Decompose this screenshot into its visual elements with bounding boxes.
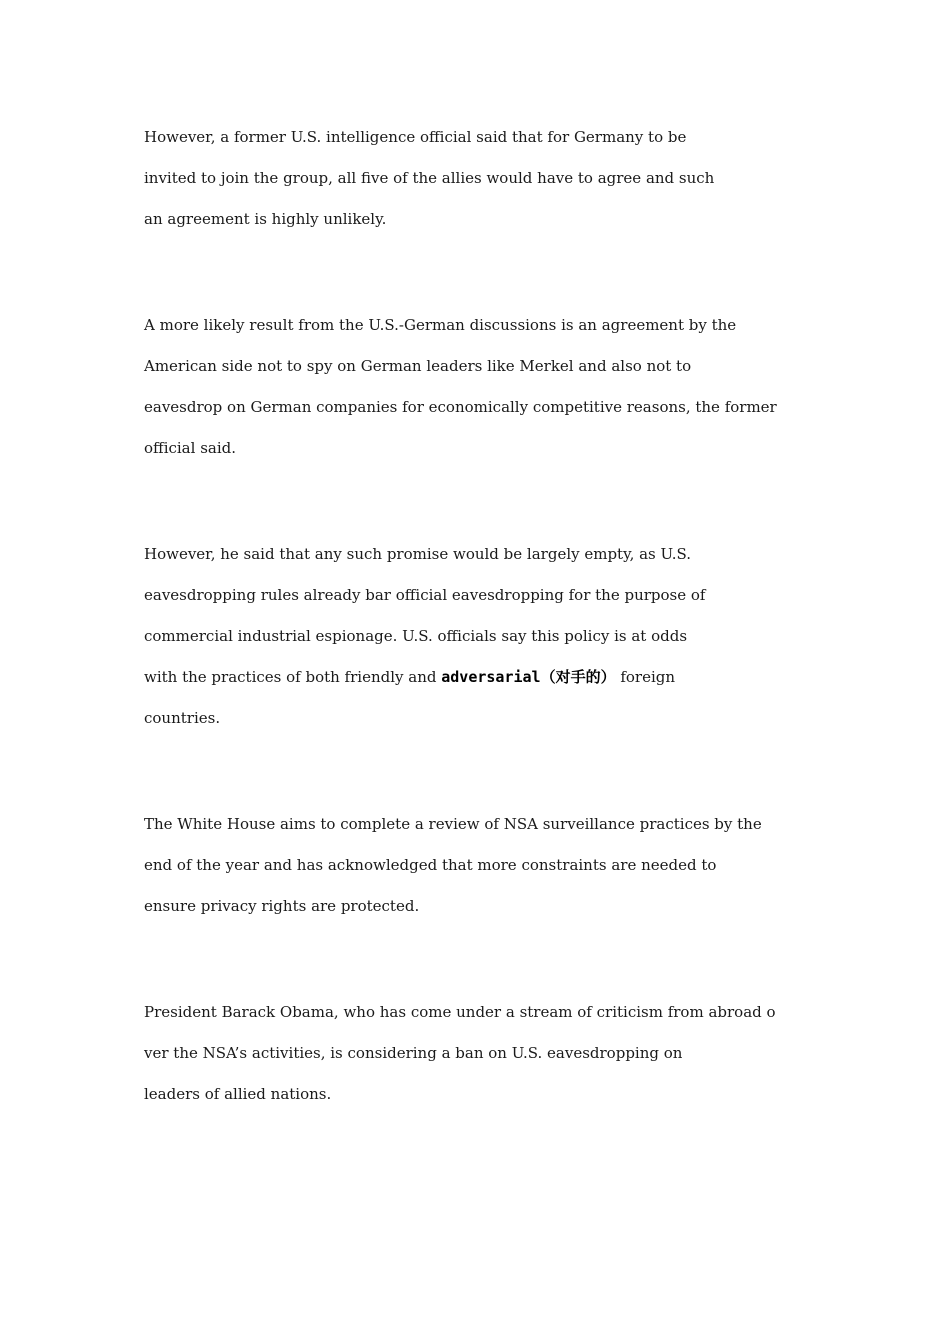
paragraph-2-line-2: American side not to spy on German leaders like Merkel and also not to: [144, 357, 692, 375]
paragraph-5-line-2: ver the NSA’s activities, is considering a ban on U.S. eavesdropping on: [144, 1044, 683, 1062]
paragraph-2-line-4: official said.: [144, 439, 236, 457]
paragraph-1-line-3: an agreement is highly unlikely.: [144, 210, 387, 228]
paragraph-3-line-2: eavesdropping rules already bar official eavesdropping for the purpose of: [144, 586, 706, 604]
paragraph-1-line-2: invited to join the group, all five of the allies would have to agree and such: [144, 169, 715, 187]
paragraph-4-line-3: ensure privacy rights are protected.: [144, 897, 420, 915]
paragraph-3-line-1: However, he said that any such promise would be largely empty, as U.S.: [144, 545, 692, 563]
paragraph-5-line-3: leaders of allied nations.: [144, 1085, 332, 1103]
paragraph-3-line-3: commercial industrial espionage. U.S. officials say this policy is at odds: [144, 627, 688, 645]
paragraph-4-line-2: end of the year and has acknowledged that more constraints are needed to: [144, 856, 717, 874]
paragraph-3-line-4: [144, 668, 675, 686]
paragraph-3-line-4-before: with the practices of both friendly and: [144, 668, 442, 686]
paragraph-3-line-5: countries.: [144, 709, 221, 727]
paragraph-4-line-1: The White House aims to complete a review of NSA surveillance practices by the: [144, 815, 762, 833]
glossary-term: adversarial（对手的）: [441, 668, 616, 686]
paragraph-2-line-1: A more likely result from the U.S.-German discussions is an agreement by the: [144, 316, 737, 334]
paragraph-3-line-4-after: foreign: [615, 668, 676, 686]
paragraph-2-line-3: eavesdrop on German companies for economically competitive reasons, the former: [144, 398, 777, 416]
paragraph-1-line-1: However, a former U.S. intelligence official said that for Germany to be: [144, 128, 687, 146]
paragraph-5-line-1: President Barack Obama, who has come under a stream of criticism from abroad o: [144, 1003, 776, 1021]
